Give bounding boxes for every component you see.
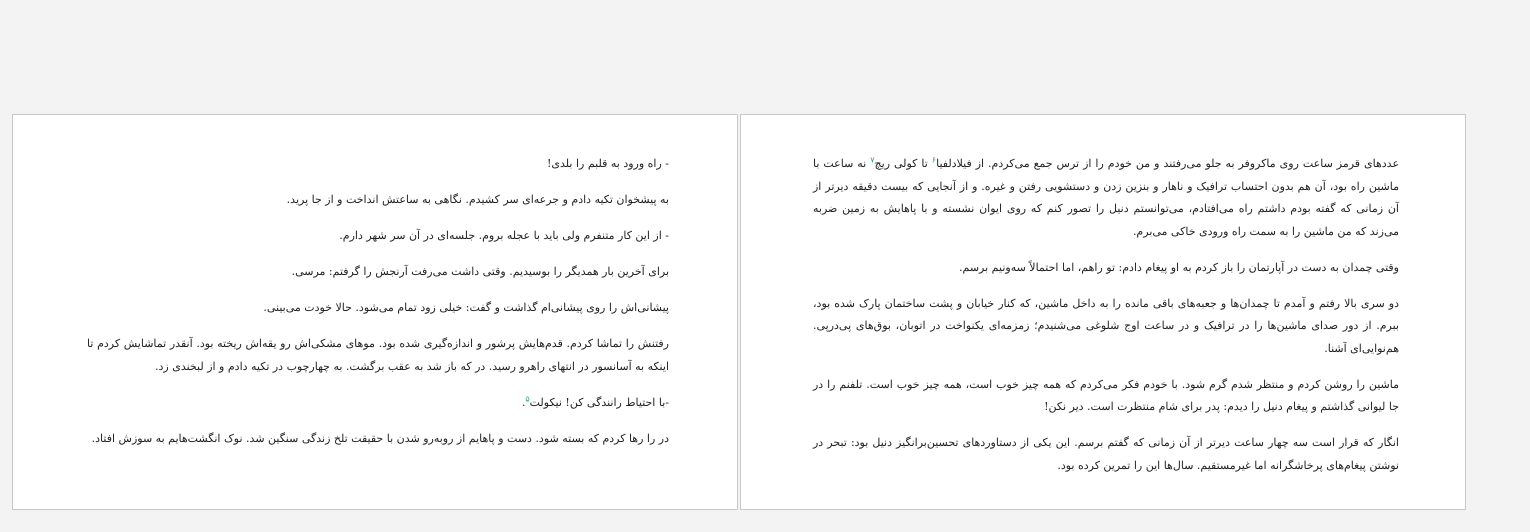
paragraph [87, 392, 669, 415]
footnote-marker[interactable]: ۶ [931, 155, 937, 165]
paragraph-text: تا کولی ریچ [874, 157, 928, 170]
paragraph-text: نه ساعت با ماشین راه بود، آن هم بدون احتساب ترافیک و ناهار و بنزین زدن و دستشویی رفتن و غیره. و از آنجایی که بیست دقیقه دیرتر از آن زمانی که گفته بودم داشتم راه می‌افتادم، می‌توانستم دنیل را تصور کنم که روی ایوان نشسته و با پاهایش به زمین ضربه می‌زند که من ماشین را به سمت راه ورودی خاکی می‌برم. [813, 157, 1399, 238]
paragraph-text: -با احتیاط رانندگی کن! نیکولت [529, 395, 669, 409]
paragraph: در را رها کردم که بسته شود. دست و پاهایم از روبه‌رو شدن با حقیقت تلخ زندگی سنگین شد. نوک انگشت‌هایم به سوزش افتاد. [91, 431, 669, 445]
footnote-marker[interactable]: ۵ [525, 393, 530, 403]
paragraph: ماشین را روشن کردم و منتظر شدم گرم شود. با خودم فکر می‌کردم که همه چیز خوب است، همه چیز خوب است. تلفنم را در جا لیوانی گذاشتم و پیغام دنیل را دیدم: پدر برای شام منتظرت است. دیر نکن! [813, 377, 1399, 413]
paragraph: - راه ورود به قلبم را بلدی! [546, 157, 669, 170]
paragraph: به پیشخوان تکیه دادم و جرعه‌ای سر کشیدم. نگاهی به ساعتش انداخت و از جا پرید. [286, 193, 669, 206]
paragraph-text: عددهای قرمز ساعت روی ماکروفر به جلو می‌رفتند و من خودم را از ترس جمع می‌کردم. از فیلادلفیا [936, 157, 1400, 170]
paragraph [813, 153, 1399, 243]
paragraph: - از این کار متنفرم ولی باید با عجله بروم. جلسه‌ای در آن سر شهر دارم. [339, 229, 669, 242]
page-text-left [87, 153, 669, 464]
document-page-left [12, 114, 738, 510]
paragraph: پیشانی‌اش را روی پیشانی‌ام گذاشت و گفت: خیلی زود تمام می‌شود. حالا خودت می‌بینی. [263, 301, 669, 314]
page-text-right [813, 153, 1399, 491]
paragraph: دو سری بالا رفتم و آمدم تا چمدان‌ها و جعبه‌های باقی مانده را به داخل ماشین، که کنار خیابان و پشت ساختمان پارک شده بود، ببرم. از دور صدای ماشین‌ها را در ترافیک و در ساعت اوج شلوغی می‌شنیدم؛ زمزمه‌ای یکنواخت در اتوبان، بوق‌های پی‌درپی. هم‌نوایی‌ای آشنا. [813, 296, 1399, 355]
footnote-marker[interactable]: ۷ [870, 155, 875, 165]
document-page-right [740, 114, 1466, 510]
paragraph: وقتی چمدان به دست در آپارتمان را باز کردم به او پیغام دادم: تو راهم، اما احتمالاً سه‌ونیم برسم. [959, 260, 1399, 274]
paragraph: رفتنش را تماشا کردم. قدم‌هایش پرشور و اندازه‌گیری شده بود. موهای مشکی‌اش رو یقه‌اش ریخته بود. آنقدر تماشایش کردم تا اینکه به آسانسور در انتهای راهرو رسید. در که باز شد به عقب برگشت. به چهارچوب در تکیه دادم و از لبخندی زد. [87, 337, 669, 373]
paragraph: انگار که قرار است سه چهار ساعت دیرتر از آن زمانی که گفتم برسم. این یکی از دستاوردهای تحسین‌برانگیز دنیل بود: تبحر در نوشتن پیغام‌های پرخاشگرانه اما غیرمستقیم. سال‌ها این را تمرین کرده بود. [813, 436, 1399, 472]
paragraph: برای آخرین بار همدیگر را بوسیدیم. وقتی داشت می‌رفت آرنجش را گرفتم: مرسی. [291, 265, 669, 278]
period: . [521, 395, 526, 409]
